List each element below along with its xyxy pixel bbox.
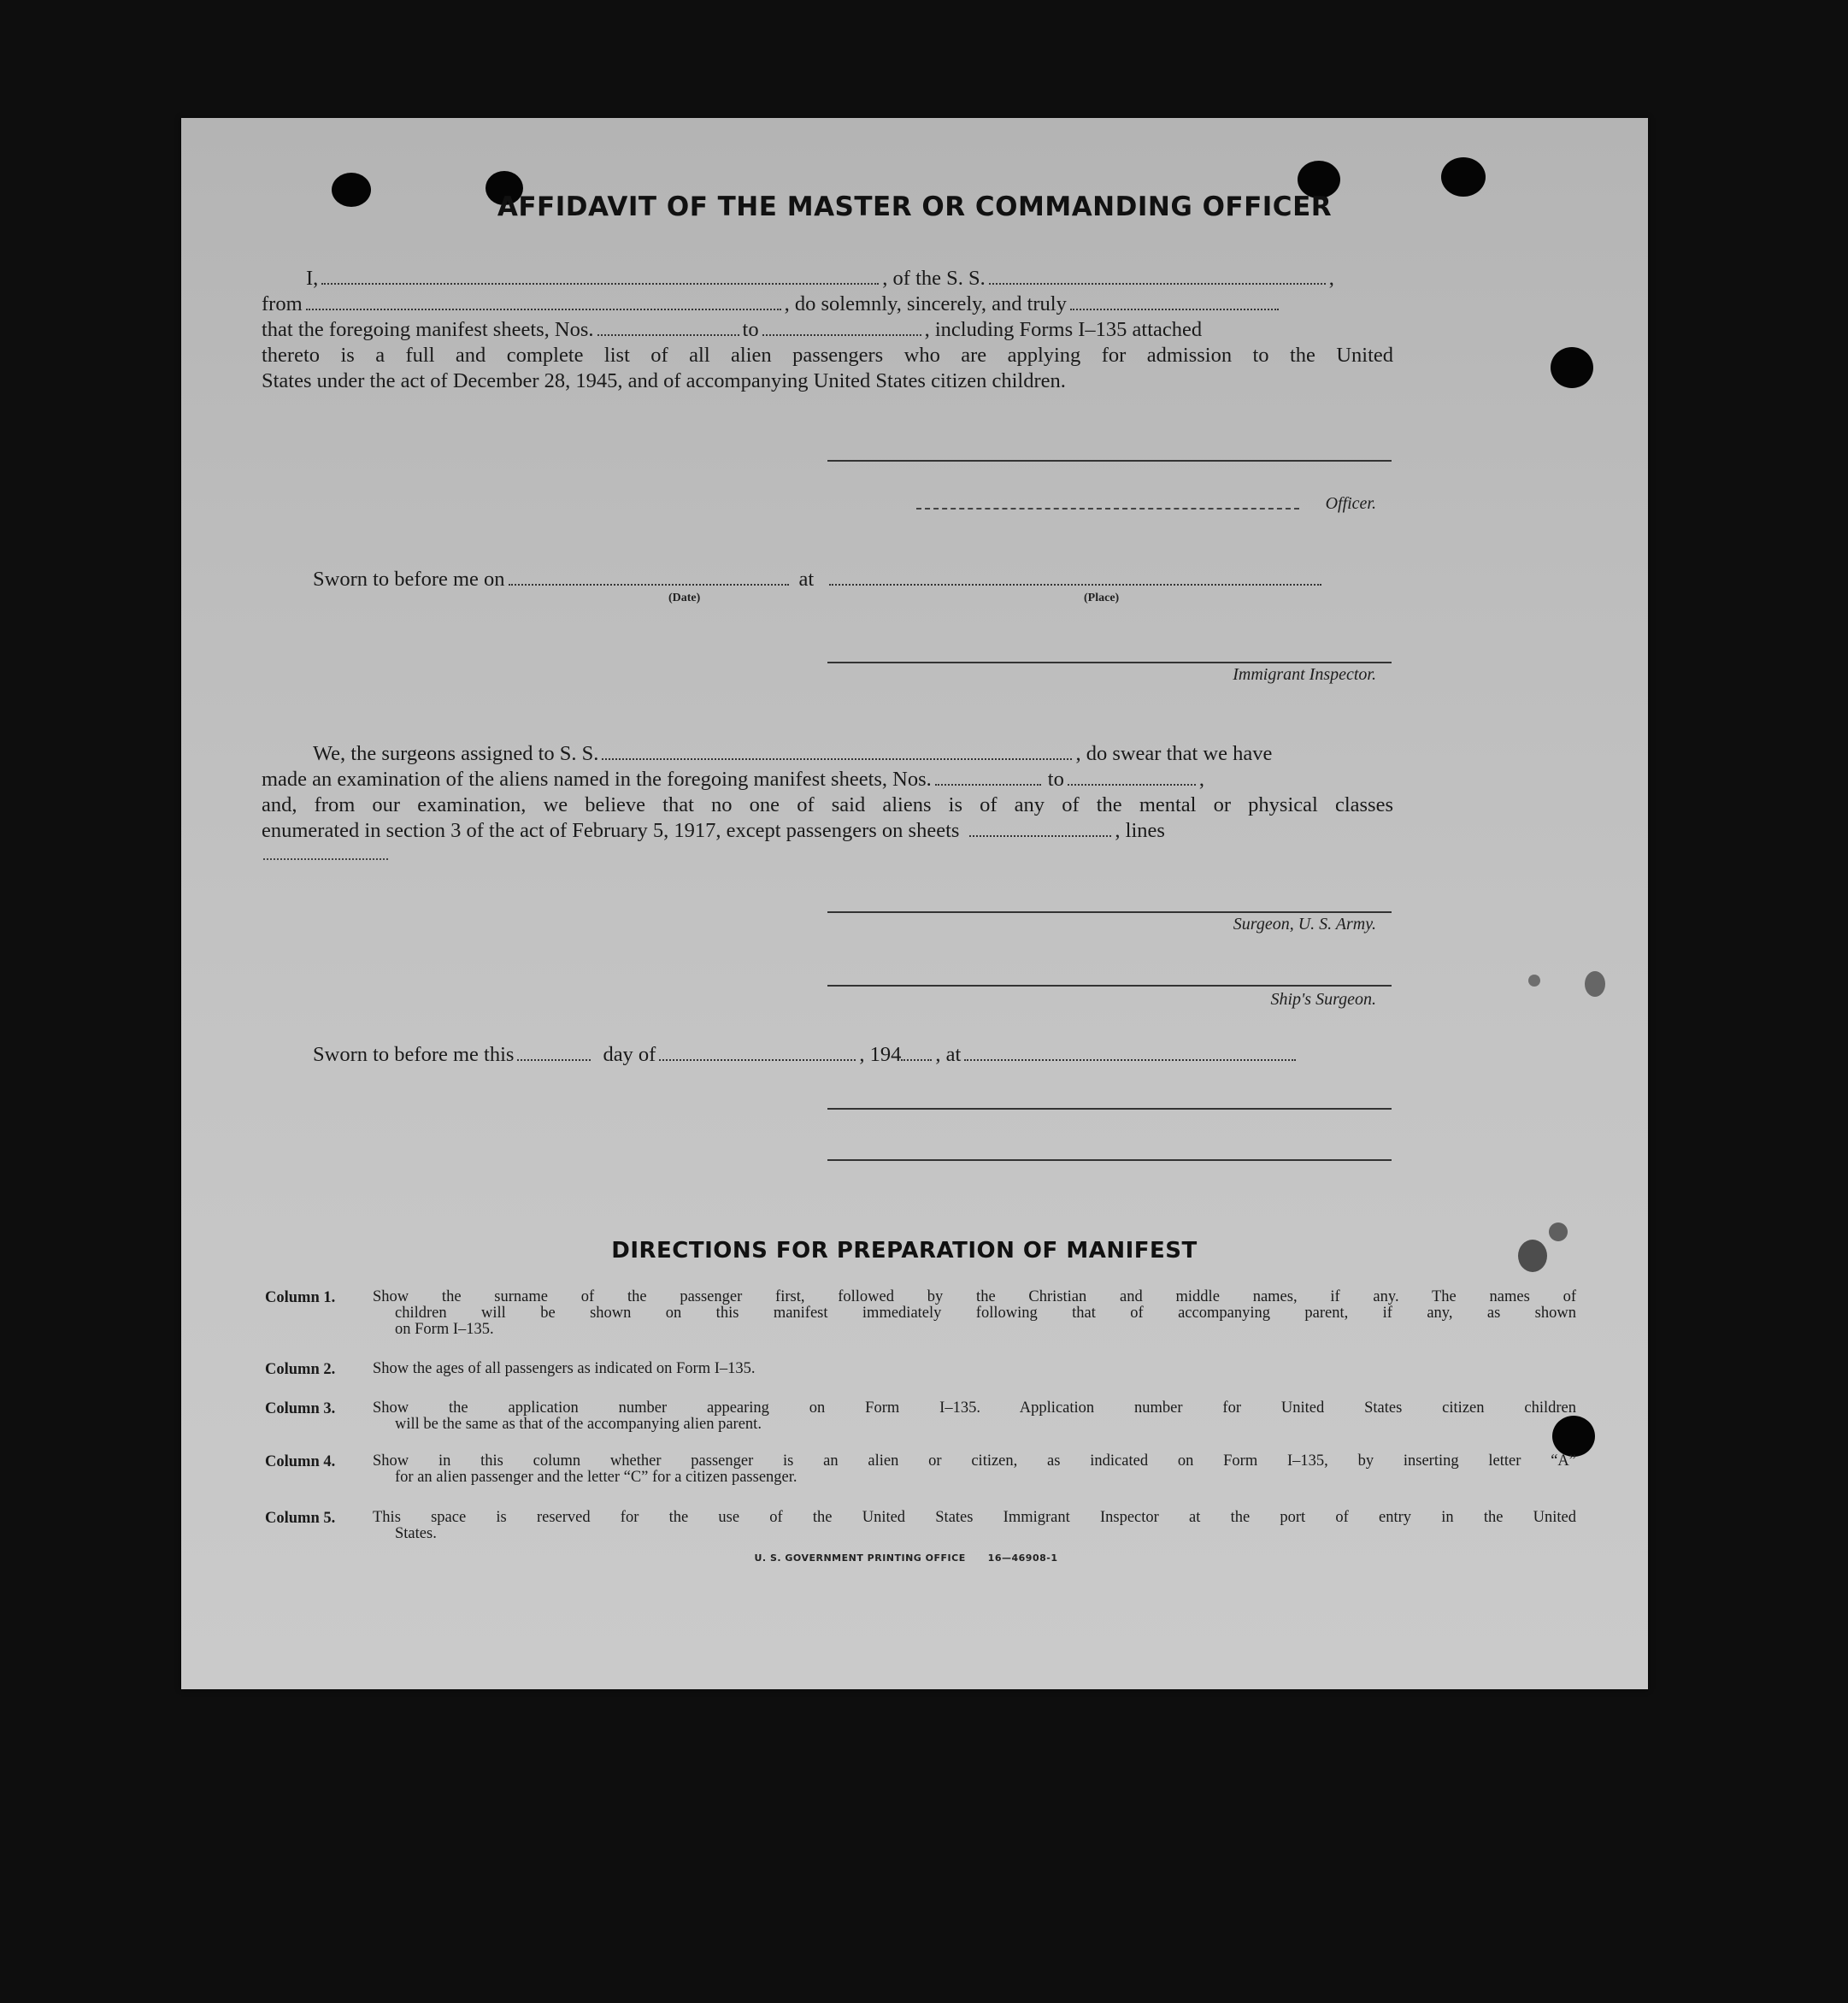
sworn-date-field[interactable] xyxy=(509,583,789,586)
printing-office-footer: U. S. GOVERNMENT PRINTING OFFICE 16—46908-1 xyxy=(754,1552,1058,1564)
column-5-label: Column 5. xyxy=(265,1510,336,1527)
surgeons-text: , do swear that we have xyxy=(1075,742,1273,765)
from-port-field[interactable] xyxy=(306,308,781,310)
ship-name-field[interactable] xyxy=(989,282,1326,285)
form-title: AFFIDAVIT OF THE MASTER OR COMMANDING OFFICER xyxy=(497,191,1333,222)
signature-line[interactable] xyxy=(827,1159,1392,1161)
surgeons-sheet-to-field[interactable] xyxy=(1068,783,1196,786)
column-4-label: Column 4. xyxy=(265,1453,336,1470)
affidavit-line-3 xyxy=(262,318,1407,342)
sworn-text: Sworn to before me on xyxy=(313,568,505,591)
sheet-from-field[interactable] xyxy=(597,333,739,336)
affidavit-text: I, xyxy=(306,267,319,290)
sworn-port-field[interactable] xyxy=(964,1058,1296,1061)
master-signature-line[interactable] xyxy=(827,460,1392,462)
affidavit-text: , do solemnly, sincerely, and truly xyxy=(784,292,1067,315)
affidavit-line-4: thereto is a full and complete list of all alien passengers who are applying for admission to the United xyxy=(262,344,1393,367)
column-2-label: Column 2. xyxy=(265,1361,336,1378)
sworn-text: day of xyxy=(603,1043,656,1066)
directions-title: DIRECTIONS FOR PREPARATION OF MANIFEST xyxy=(611,1238,1198,1264)
surgeons-line-1 xyxy=(313,742,1272,766)
sworn-line-2 xyxy=(313,1043,1299,1067)
signature-line[interactable] xyxy=(827,1108,1392,1110)
affidavit-text: , xyxy=(1328,267,1334,290)
sworn-text: , at xyxy=(935,1043,962,1066)
ship-surgeon-signature-line[interactable] xyxy=(827,985,1392,987)
affidavit-line-5: States under the act of December 28, 1945, and of accompanying United States citizen children. xyxy=(262,369,1066,392)
column-1-label: Column 1. xyxy=(265,1289,336,1306)
surgeons-line-4 xyxy=(262,819,1165,843)
column-3-text: Show the application number appearing on Form I–135. Application number for United States citizen children will be the same as that of the accompanying alien parent. xyxy=(373,1399,1576,1433)
surgeons-line-2 xyxy=(262,768,1204,792)
inspector-signature-line[interactable] xyxy=(827,662,1392,663)
sworn-month-field[interactable] xyxy=(659,1058,856,1061)
column-2-text: Show the ages of all passengers as indicated on Form I–135. xyxy=(373,1360,756,1377)
sworn-text: , 194 xyxy=(859,1043,902,1066)
column-4-text: Show in this column whether passenger is an alien or citizen, as indicated on Form I–135, by inserting letter “A” for an alien passenger and the letter “C” for a citizen passenger. xyxy=(373,1452,1576,1486)
sheet-to-field[interactable] xyxy=(762,333,921,336)
sworn-text: Sworn to before me this xyxy=(313,1043,515,1066)
place-caption: (Place) xyxy=(1084,592,1120,604)
army-surgeon-label: Surgeon, U. S. Army. xyxy=(1233,915,1376,934)
punch-hole xyxy=(1551,347,1593,388)
sworn-place-field[interactable] xyxy=(829,583,1321,586)
surgeons-ship-field[interactable] xyxy=(602,757,1072,760)
master-name-field[interactable] xyxy=(321,282,879,285)
surgeons-text: to xyxy=(1047,768,1064,791)
affidavit-text: from xyxy=(262,292,303,315)
column-5-text: This space is reserved for the use of the United States Immigrant Inspector at the port of entry in the United States. xyxy=(373,1509,1576,1542)
ink-stain xyxy=(1528,975,1540,987)
sworn-day-field[interactable] xyxy=(517,1058,591,1061)
column-1-text: Show the surname of the passenger first, followed by the Christian and middle names, if any. The names of children will be shown on this manifest immediately following that of accompanying parent, if any, as shown on Form I–135. xyxy=(373,1288,1576,1338)
affidavit-line-1 xyxy=(306,267,1409,291)
except-sheets-field[interactable] xyxy=(969,834,1111,837)
surgeons-sheet-from-field[interactable] xyxy=(935,783,1041,786)
affidavit-text: , including Forms I–135 attached xyxy=(924,318,1203,341)
affidavit-text: , of the S. S. xyxy=(882,267,986,290)
surgeons-text: We, the surgeons assigned to S. S. xyxy=(313,742,599,765)
inspector-label: Immigrant Inspector. xyxy=(1233,665,1376,684)
army-surgeon-signature-line[interactable] xyxy=(827,911,1392,913)
officer-title-line[interactable] xyxy=(916,508,1299,510)
surgeons-text: , lines xyxy=(1115,819,1165,842)
sworn-year-field[interactable] xyxy=(901,1058,932,1061)
surgeons-text: made an examination of the aliens named in the foregoing manifest sheets, Nos. xyxy=(262,768,932,791)
date-caption: (Date) xyxy=(668,592,701,604)
ship-surgeon-label: Ship's Surgeon. xyxy=(1270,990,1376,1009)
lines-field[interactable] xyxy=(263,858,388,860)
affidavit-text: to xyxy=(742,318,759,341)
column-3-label: Column 3. xyxy=(265,1400,336,1417)
sworn-line-1 xyxy=(313,568,1325,592)
form-sheet xyxy=(181,118,1648,1689)
surgeons-text: enumerated in section 3 of the act of February 5, 1917, except passengers on sheets xyxy=(262,819,960,842)
solemnly-field[interactable] xyxy=(1070,308,1279,310)
officer-label: Officer. xyxy=(1325,494,1376,513)
ink-stain xyxy=(1585,971,1605,997)
surgeons-text: , xyxy=(1198,768,1204,791)
surgeons-line-3: and, from our examination, we believe that no one of said aliens is of any of the mental or physical classes xyxy=(262,793,1393,816)
affidavit-line-2 xyxy=(262,292,1407,316)
sworn-text: at xyxy=(798,568,815,591)
affidavit-text: that the foregoing manifest sheets, Nos. xyxy=(262,318,594,341)
